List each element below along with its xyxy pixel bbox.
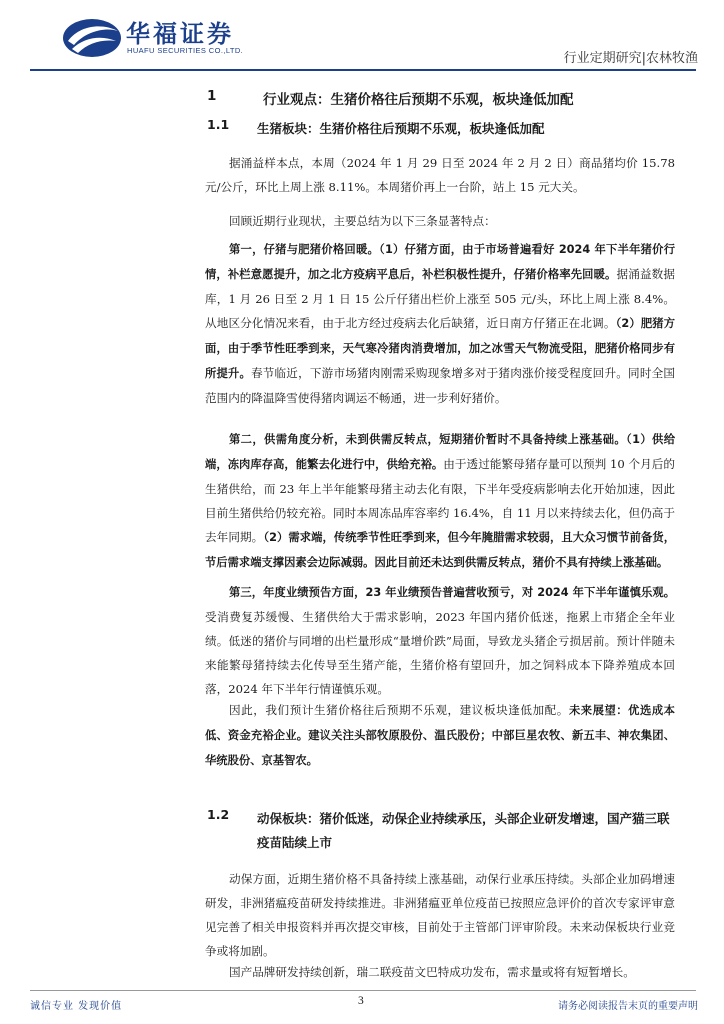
body-text: 因此，我们预计生猪价格往后预期不乐观，建议板块逢低加配。 xyxy=(229,703,569,717)
footer-divider xyxy=(30,990,696,991)
footer-disclaimer: 请务必阅读报告末页的重要声明 xyxy=(558,1001,698,1012)
logo-english-name: HUAFU SECURITIES CO.,LTD. xyxy=(127,46,244,55)
paragraph-animal-health: 动保方面，近期生猪价格不具备持续上涨基础，动保行业承压持续。头部企业加码增速研发，非洲猪瘟疫苗研发持续推进。非洲猪瘟亚单位疫苗已按照应急评价的首次专家评审意见完善了相关申报资料并再次提交审核，目前处于主管部门评审阶段。未来动保板块行业竞争或将加剧。 xyxy=(205,872,675,958)
paragraph-price-summary: 据涌益样本点，本周（2024 年 1 月 29 日至 2024 年 2 月 2 日）商品猪均价 15.78 元/公斤，环比上周上涨 8.11%。本周猪价再上一台阶，站上 15 元大关。 xyxy=(205,156,675,194)
paragraph-point-three xyxy=(205,580,675,701)
bold-text: 第二，供需角度分析，未到供需反转点，短期猪价暂时不具备持续上涨基础。（1）供给端，冻肉库存高，能繁去化进行中，供给充裕。 xyxy=(205,433,675,471)
header-divider xyxy=(30,69,696,71)
section-number: 1 xyxy=(207,88,217,104)
section-number: 1.1 xyxy=(207,117,230,132)
bold-text: （2）需求端，传统季节性旺季到来，但今年腌腊需求较弱，且大众习惯节前备货，节后需求端支撑因素会边际减弱。因此目前还未达到供需反转点，猪价不具有持续上涨基础。 xyxy=(205,531,675,569)
section-title: 动保板块：猪价低迷，动保企业持续承压，头部企业研发增速，国产猫三联疫苗陆续上市 xyxy=(257,811,670,850)
bold-text: （2）肥猪方面，由于季节性旺季到来，天气寒冷猪肉消费增加，加之冰雪天气物流受阻，肥猪价格同步有所提升。 xyxy=(205,317,675,380)
paragraph-vaccine: 国产品牌研发持续创新，瑞二联疫苗文巴特成功发布，需求量或将有短暂增长。 xyxy=(229,965,635,979)
paragraph-point-one xyxy=(205,237,675,410)
page-header xyxy=(0,0,724,76)
footer-slogan: 诚信专业 发现价值 xyxy=(30,1001,123,1012)
bold-text: 第一，仔猪与肥猪价格回暖。（1）仔猪方面，由于市场普遍看好 2024 年下半年猪价行情，补栏意愿提升，加之北方疫病平息后，补栏积极性提升，仔猪价格率先回暖。 xyxy=(205,243,675,281)
huafu-logo-icon xyxy=(62,17,124,59)
paragraph-point-two xyxy=(205,427,675,575)
page-number: 3 xyxy=(358,995,364,1007)
body-text: 据涌益数据库，1 月 26 日至 2 月 1 日 15 公斤仔猪出栏价上涨至 505 元/头，环比上周上涨 8.4%。从地区分化情况来看，由于北方经过疫病去化后缺猪，近日南方仔猪正在北调。 xyxy=(205,267,675,330)
body-text: 春节临近，下游市场猪肉刚需采购现象增多对于猪肉涨价接受程度回升。同时全国范围内的降温降雪使得猪肉调运不畅通，进一步利好猪价。 xyxy=(205,366,675,405)
section-title: 生猪板块：生猪价格往后预期不乐观，板块逢低加配 xyxy=(257,121,545,136)
body-text: 由于透过能繁母猪存量可以预判 10 个月后的生猪供给，而 23 年上半年能繁母猪主动去化有限，下半年受疫病影响去化开始加速，因此目前生猪供给仍较充裕。同时本周冻品库容率约 16.4%，自 11 月以来持续去化，但仍高于去年同期。 xyxy=(205,457,675,544)
logo-chinese-name: 华福证券 xyxy=(126,20,234,48)
bold-text: 未来展望：优选成本低、资金充裕企业。建议关注头部牧原股份、温氏股份；中部巨星农牧、新五丰、神农集团、华统股份、京基智农。 xyxy=(205,704,675,767)
section-title: 行业观点：生猪价格往后预期不乐观，板块逢低加配 xyxy=(263,92,574,108)
body-text: 受消费复苏缓慢、生猪供给大于需求影响，2023 年国内猪价低迷，拖累上市猪企全年业绩。低迷的猪价与同增的出栏量形成“量增价跌”局面，导致龙头猪企亏损居前。预计伴随未来能繁母猪持续去化传导至生猪产能，生猪价格有望回升，加之饲料成本下降养殖成本回落，2024 年下半年行情谨慎乐观。 xyxy=(205,610,675,696)
paragraph-outlook xyxy=(205,698,675,773)
section-number: 1.2 xyxy=(207,807,230,822)
bold-text: 第三，年度业绩预告方面，23 年业绩预告普遍营收预亏，对 2024 年下半年谨慎乐观。 xyxy=(229,586,675,599)
report-type-label: 行业定期研究|农林牧渔 xyxy=(563,51,698,66)
paragraph-intro: 回顾近期行业现状，主要总结为以下三条显著特点： xyxy=(229,214,496,228)
